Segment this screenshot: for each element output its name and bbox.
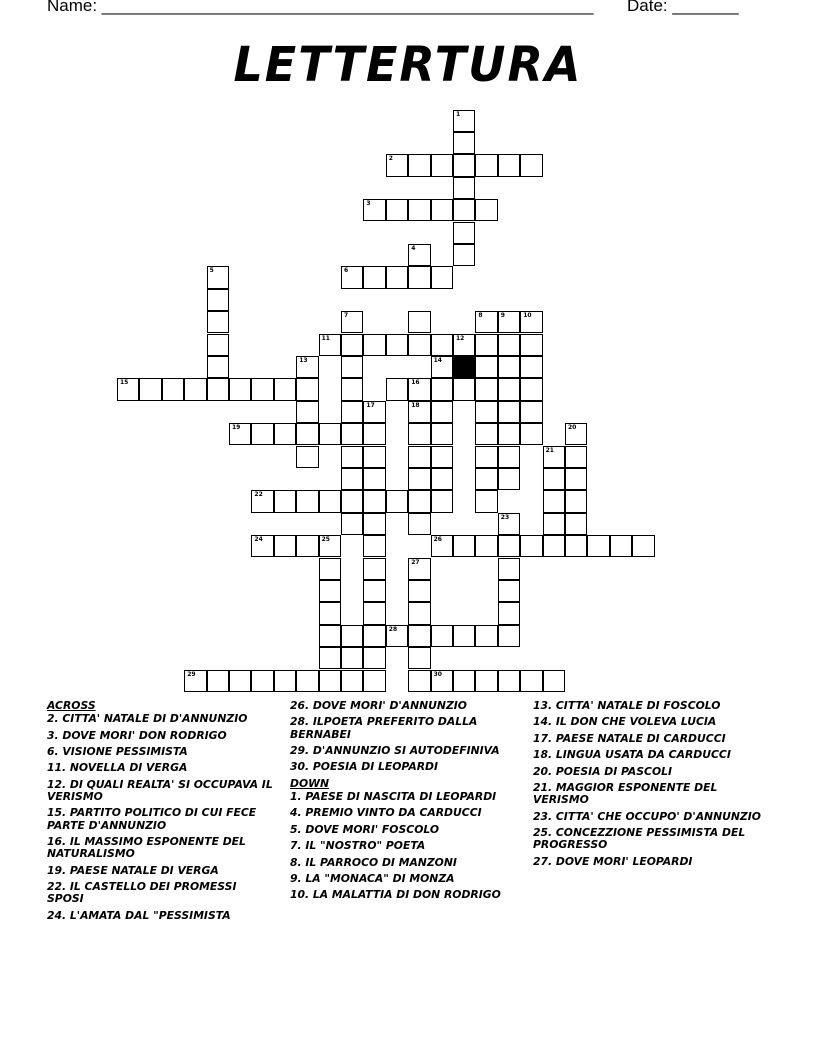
crossword-cell[interactable] — [498, 580, 520, 602]
crossword-cell[interactable] — [251, 378, 273, 400]
crossword-cell[interactable] — [341, 378, 363, 400]
crossword-cell[interactable] — [475, 625, 497, 647]
clue-item: 17. PAESE NATALE DI CARDUCCI — [533, 731, 726, 745]
crossword-cell[interactable] — [386, 334, 408, 356]
clue-number: 24 — [254, 536, 263, 544]
crossword-cell[interactable] — [363, 602, 385, 624]
crossword-cell[interactable] — [475, 378, 497, 400]
crossword-cell[interactable] — [431, 401, 453, 423]
crossword-cell[interactable] — [520, 154, 542, 176]
crossword-cell[interactable] — [408, 580, 430, 602]
crossword-cell[interactable] — [207, 378, 229, 400]
crossword-cell[interactable] — [543, 535, 565, 557]
clue-item: 27. DOVE MORI' LEOPARDI — [533, 854, 693, 868]
crossword-cell[interactable] — [184, 378, 206, 400]
crossword-cell[interactable] — [341, 311, 363, 333]
clue-number: 27 — [411, 558, 420, 566]
clue-number: 3 — [366, 200, 371, 208]
crossword-cell[interactable] — [453, 177, 475, 199]
crossword-cell[interactable] — [453, 110, 475, 132]
crossword-cell[interactable] — [520, 334, 542, 356]
crossword-cell[interactable] — [341, 647, 363, 669]
clue-item: 3. DOVE MORI' DON RODRIGO — [47, 728, 227, 742]
crossword-cell[interactable] — [520, 535, 542, 557]
crossword-cell[interactable] — [363, 423, 385, 445]
crossword-cell[interactable] — [498, 625, 520, 647]
crossword-cell[interactable] — [498, 602, 520, 624]
crossword-cell[interactable] — [341, 670, 363, 692]
crossword-cell[interactable] — [386, 490, 408, 512]
crossword-cell[interactable] — [565, 446, 587, 468]
crossword-cell[interactable] — [341, 625, 363, 647]
crossword-cell[interactable] — [565, 490, 587, 512]
crossword-cell[interactable] — [319, 647, 341, 669]
crossword-cell[interactable] — [341, 468, 363, 490]
crossword-cell[interactable] — [363, 558, 385, 580]
clue-number: 9 — [500, 312, 505, 320]
crossword-cell[interactable] — [363, 647, 385, 669]
clue-item: 19. PAESE NATALE DI VERGA — [47, 863, 219, 877]
crossword-cell[interactable] — [431, 423, 453, 445]
clue-number: 2 — [388, 155, 393, 163]
crossword-cell[interactable] — [251, 490, 273, 512]
crossword-cell[interactable] — [431, 378, 453, 400]
crossword-cell[interactable] — [341, 446, 363, 468]
crossword-cell[interactable] — [319, 535, 341, 557]
date-field[interactable]: Date: _______ — [627, 0, 739, 15]
clue-number: 11 — [321, 334, 330, 342]
crossword-cell[interactable] — [543, 490, 565, 512]
crossword-cell[interactable] — [498, 356, 520, 378]
crossword-cell[interactable] — [207, 356, 229, 378]
crossword-cell[interactable] — [453, 222, 475, 244]
crossword-cell[interactable] — [431, 535, 453, 557]
clue-number: 10 — [523, 312, 532, 320]
crossword-cell[interactable] — [587, 535, 609, 557]
crossword-cell[interactable] — [498, 446, 520, 468]
crossword-cell[interactable] — [207, 311, 229, 333]
clue-number: 12 — [456, 334, 465, 342]
crossword-cell[interactable] — [610, 535, 632, 557]
crossword-cell[interactable] — [565, 468, 587, 490]
clue-number: 13 — [299, 356, 308, 364]
crossword-cell[interactable] — [475, 401, 497, 423]
crossword-cell[interactable] — [319, 580, 341, 602]
crossword-cell[interactable] — [431, 468, 453, 490]
crossword-cell[interactable] — [431, 490, 453, 512]
clue-number: 30 — [433, 670, 442, 678]
crossword-cell[interactable] — [341, 266, 363, 288]
crossword-cell[interactable] — [498, 423, 520, 445]
crossword-cell[interactable] — [296, 423, 318, 445]
crossword-cell[interactable] — [520, 378, 542, 400]
crossword-cell[interactable] — [386, 266, 408, 288]
crossword-cell[interactable] — [296, 670, 318, 692]
crossword-cell[interactable] — [431, 625, 453, 647]
crossword-cell[interactable] — [475, 446, 497, 468]
crossword-cell[interactable] — [207, 266, 229, 288]
crossword-cell[interactable] — [139, 378, 161, 400]
crossword-cell[interactable] — [408, 154, 430, 176]
crossword-cell[interactable] — [408, 513, 430, 535]
page-title: LETTERTURA — [233, 35, 583, 93]
crossword-cell[interactable] — [341, 423, 363, 445]
crossword-cell[interactable] — [408, 378, 430, 400]
clue-item: 10. LA MALATTIA DI DON RODRIGO — [290, 888, 501, 902]
crossword-cell[interactable] — [453, 334, 475, 356]
crossword-cell[interactable] — [543, 670, 565, 692]
crossword-cell[interactable] — [207, 289, 229, 311]
crossword-cell[interactable] — [475, 154, 497, 176]
crossword-cell[interactable] — [363, 266, 385, 288]
clue-number: 15 — [120, 379, 129, 387]
clue-item: 15. PARTITO POLITICO DI CUI FECE PARTE D'ANNUNZIO — [47, 806, 257, 832]
crossword-cell[interactable] — [498, 154, 520, 176]
crossword-cell[interactable] — [117, 378, 139, 400]
crossword-cell[interactable] — [431, 446, 453, 468]
clue-item: 6. VISIONE PESSIMISTA — [47, 744, 188, 758]
clues-column-2 — [290, 700, 518, 906]
crossword-cell[interactable] — [498, 513, 520, 535]
clue-number: 29 — [187, 670, 196, 678]
clue-number: 25 — [321, 536, 330, 544]
crossword-cell[interactable] — [475, 334, 497, 356]
crossword-cell[interactable] — [453, 535, 475, 557]
crossword-cell[interactable] — [498, 535, 520, 557]
clue-item: 22. IL CASTELLO DEI PROMESSI SPOSI — [47, 879, 237, 906]
crossword-cell[interactable] — [408, 199, 430, 221]
clue-number: 23 — [500, 513, 510, 521]
crossword-cell[interactable] — [274, 490, 296, 512]
crossword-cell[interactable] — [565, 423, 587, 445]
crossword-cell[interactable] — [431, 670, 453, 692]
crossword-cell[interactable] — [408, 446, 430, 468]
crossword-cell[interactable] — [296, 535, 318, 557]
crossword-cell[interactable] — [319, 602, 341, 624]
crossword-cell[interactable] — [408, 490, 430, 512]
crossword-cell[interactable] — [475, 356, 497, 378]
crossword-cell[interactable] — [475, 468, 497, 490]
crossword-cell[interactable] — [408, 558, 430, 580]
crossword-cell[interactable] — [341, 513, 363, 535]
crossword-cell[interactable] — [184, 670, 206, 692]
crossword-cell[interactable] — [207, 334, 229, 356]
crossword-cell[interactable] — [453, 670, 475, 692]
clue-item: 30. POESIA DI LEOPARDI — [290, 760, 439, 774]
crossword-cell[interactable] — [296, 356, 318, 378]
crossword-cell[interactable] — [296, 401, 318, 423]
clue-number: 8 — [478, 312, 483, 320]
crossword-cell[interactable] — [498, 468, 520, 490]
crossword-cell[interactable] — [453, 244, 475, 266]
crossword-cell[interactable] — [229, 423, 251, 445]
clues-column-3 — [533, 700, 765, 872]
clue-item: 14. IL DON CHE VOLEVA LUCIA — [533, 715, 717, 729]
crossword-cell[interactable] — [363, 625, 385, 647]
crossword-cell[interactable] — [319, 490, 341, 512]
clue-item: 2. CITTA' NATALE DI D'ANNUNZIO — [47, 712, 248, 726]
clue-number: 1 — [456, 110, 461, 118]
crossword-cell[interactable] — [274, 535, 296, 557]
crossword-cell[interactable] — [251, 670, 273, 692]
clue-item: 20. POESIA DI PASCOLI — [533, 764, 673, 778]
clue-number: 19 — [232, 424, 241, 432]
crossword-cell[interactable] — [498, 670, 520, 692]
crossword-cell[interactable] — [520, 401, 542, 423]
crossword-cell[interactable] — [229, 670, 251, 692]
crossword-cell[interactable] — [363, 670, 385, 692]
crossword-cell[interactable] — [363, 535, 385, 557]
crossword-cell[interactable] — [408, 647, 430, 669]
crossword-cell[interactable] — [520, 670, 542, 692]
crossword-cell[interactable] — [475, 311, 497, 333]
crossword-cell[interactable] — [341, 356, 363, 378]
crossword-cell[interactable] — [431, 266, 453, 288]
crossword-cell[interactable] — [453, 625, 475, 647]
clue-item: 9. LA "MONACA" DI MONZA — [290, 871, 455, 885]
crossword-cell[interactable] — [162, 378, 184, 400]
crossword-cell[interactable] — [408, 625, 430, 647]
clue-item: 11. NOVELLA DI VERGA — [47, 761, 188, 775]
crossword-cell[interactable] — [251, 535, 273, 557]
crossword-cell[interactable] — [475, 670, 497, 692]
clue-number: 7 — [344, 312, 349, 320]
clue-section-heading: DOWN — [290, 776, 330, 790]
clue-number: 14 — [433, 356, 442, 364]
clue-item: 8. IL PARROCO DI MANZONI — [290, 855, 457, 869]
crossword-cell[interactable] — [363, 199, 385, 221]
crossword-cell[interactable] — [408, 401, 430, 423]
crossword-cell[interactable] — [475, 199, 497, 221]
crossword-cell[interactable] — [475, 490, 497, 512]
crossword-cell[interactable] — [296, 446, 318, 468]
crossword-cell[interactable] — [431, 199, 453, 221]
clue-number: 5 — [209, 267, 214, 275]
crossword-cell[interactable] — [363, 334, 385, 356]
crossword-black-cell — [453, 356, 475, 378]
crossword-cell[interactable] — [498, 401, 520, 423]
clue-item: 18. LINGUA USATA DA CARDUCCI — [533, 748, 731, 762]
crossword-cell[interactable] — [520, 311, 542, 333]
clue-item: 28. ILPOETA PREFERITO DALLA BERNABEI — [290, 715, 478, 741]
crossword-cell[interactable] — [341, 401, 363, 423]
crossword-cell[interactable] — [274, 378, 296, 400]
crossword-cell[interactable] — [408, 311, 430, 333]
crossword-cell[interactable] — [498, 311, 520, 333]
crossword-cell[interactable] — [319, 625, 341, 647]
crossword-cell[interactable] — [363, 446, 385, 468]
clue-item: 16. IL MASSIMO ESPONENTE DEL NATURALISMO — [47, 834, 246, 861]
clues-column-1 — [47, 700, 275, 926]
crossword-cell[interactable] — [543, 468, 565, 490]
crossword-cell[interactable] — [386, 378, 408, 400]
crossword-cell[interactable] — [520, 356, 542, 378]
clue-number: 21 — [545, 446, 554, 454]
crossword-cell[interactable] — [498, 334, 520, 356]
crossword-cell[interactable] — [386, 625, 408, 647]
crossword-cell[interactable] — [565, 535, 587, 557]
crossword-cell[interactable] — [296, 378, 318, 400]
clue-number: 22 — [254, 491, 263, 499]
crossword-cell[interactable] — [453, 378, 475, 400]
clue-number: 20 — [568, 424, 577, 432]
crossword-cell[interactable] — [408, 334, 430, 356]
crossword-cell[interactable] — [408, 670, 430, 692]
clue-number: 16 — [411, 379, 420, 387]
clue-item: 23. CITTA' CHE OCCUPO' D'ANNUNZIO — [533, 809, 761, 823]
crossword-cell[interactable] — [498, 558, 520, 580]
clue-item: 26. DOVE MORI' D'ANNUNZIO — [290, 699, 467, 712]
crossword-cell[interactable] — [408, 468, 430, 490]
crossword-cell[interactable] — [408, 266, 430, 288]
clue-item: 25. CONCEZZIONE PESSIMISTA DEL PROGRESSO — [533, 825, 746, 852]
clue-number: 17 — [366, 401, 375, 409]
crossword-cell[interactable] — [363, 580, 385, 602]
crossword-cell[interactable] — [274, 423, 296, 445]
crossword-cell[interactable] — [251, 423, 273, 445]
crossword-cell[interactable] — [632, 535, 654, 557]
crossword-cell[interactable] — [319, 423, 341, 445]
clue-item: 7. IL "NOSTRO" POETA — [290, 839, 426, 853]
crossword-cell[interactable] — [319, 670, 341, 692]
clue-item: 1. PAESE DI NASCITA DI LEOPARDI — [290, 789, 497, 803]
crossword-cell[interactable] — [341, 334, 363, 356]
clue-item: 5. DOVE MORI' FOSCOLO — [290, 822, 440, 836]
clue-number: 6 — [344, 267, 349, 275]
crossword-cell[interactable] — [363, 468, 385, 490]
crossword-cell[interactable] — [296, 490, 318, 512]
clue-item: 21. MAGGIOR ESPONENTE DEL VERISMO — [533, 780, 718, 807]
crossword-cell[interactable] — [475, 423, 497, 445]
clue-section-heading: ACROSS — [47, 699, 96, 712]
crossword-cell[interactable] — [386, 199, 408, 221]
crossword-cell[interactable] — [386, 154, 408, 176]
crossword-cell[interactable] — [453, 199, 475, 221]
crossword-cell[interactable] — [363, 513, 385, 535]
crossword-cell[interactable] — [274, 670, 296, 692]
crossword-cell[interactable] — [319, 334, 341, 356]
crossword-cell[interactable] — [453, 154, 475, 176]
crossword-cell[interactable] — [453, 132, 475, 154]
crossword-cell[interactable] — [408, 423, 430, 445]
name-field[interactable]: Name: ____________________________________________________ — [47, 0, 594, 15]
crossword-cell[interactable] — [543, 446, 565, 468]
crossword-cell[interactable] — [543, 513, 565, 535]
clue-item: 29. D'ANNUNZIO SI AUTODEFINIVA — [290, 743, 500, 757]
crossword-cell[interactable] — [498, 378, 520, 400]
clue-number: 4 — [411, 244, 416, 252]
crossword-cell[interactable] — [229, 378, 251, 400]
crossword-cell[interactable] — [363, 401, 385, 423]
crossword-cell[interactable] — [431, 334, 453, 356]
crossword-cell[interactable] — [319, 558, 341, 580]
crossword-cell[interactable] — [475, 535, 497, 557]
clue-item: 24. L'AMATA DAL "PESSIMISTA — [47, 908, 231, 922]
crossword-cell[interactable] — [207, 670, 229, 692]
crossword-cell[interactable] — [520, 423, 542, 445]
crossword-cell[interactable] — [565, 513, 587, 535]
clue-item: 13. CITTA' NATALE DI FOSCOLO — [533, 699, 721, 712]
crossword-cell[interactable] — [431, 154, 453, 176]
crossword-cell[interactable] — [408, 602, 430, 624]
crossword-cell[interactable] — [363, 490, 385, 512]
clue-number: 26 — [433, 536, 442, 544]
crossword-cell[interactable] — [431, 356, 453, 378]
clue-item: 12. DI QUALI REALTA' SI OCCUPAVA IL VERISMO — [47, 777, 273, 803]
clue-number: 28 — [388, 625, 398, 633]
clue-item: 4. PREMIO VINTO DA CARDUCCI — [290, 806, 482, 820]
clue-number: 18 — [411, 401, 420, 409]
crossword-cell[interactable] — [341, 490, 363, 512]
crossword-cell[interactable] — [408, 244, 430, 266]
